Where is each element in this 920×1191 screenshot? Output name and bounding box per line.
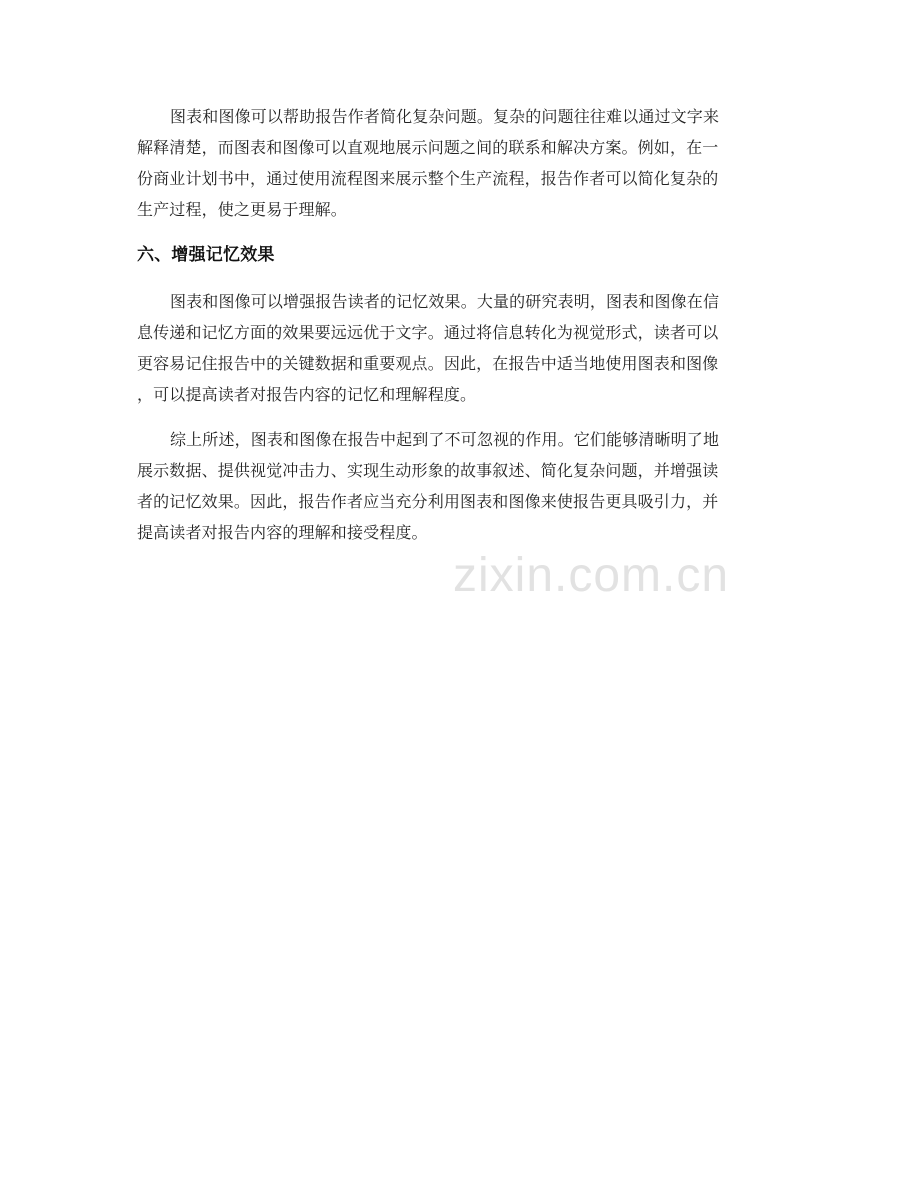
paragraph-enhance-memory <box>137 286 785 410</box>
paragraph-line: 息传递和记忆方面的效果要远远优于文字。通过将信息转化为视觉形式，读者可以 <box>137 323 719 342</box>
paragraph-conclusion <box>137 424 785 548</box>
paragraph-simplify-complex-problems <box>137 101 785 225</box>
paragraph-line: 图表和图像可以增强报告读者的记忆效果。大量的研究表明，图表和图像在信 <box>170 292 720 311</box>
paragraph-line: 展示数据、提供视觉冲击力、实现生动形象的故事叙述、简化复杂问题，并增强读 <box>137 461 719 480</box>
paragraph-line: ，可以提高读者对报告内容的记忆和理解程度。 <box>137 385 477 404</box>
paragraph-line: 者的记忆效果。因此，报告作者应当充分利用图表和图像来使报告更具吸引力，并 <box>137 492 719 511</box>
paragraph-line: 解释清楚，而图表和图像可以直观地展示问题之间的联系和解决方案。例如，在一 <box>137 138 719 157</box>
paragraph-line: 图表和图像可以帮助报告作者简化复杂问题。复杂的问题往往难以通过文字来 <box>170 107 720 126</box>
paragraph-line: 份商业计划书中，通过使用流程图来展示整个生产流程，报告作者可以简化复杂的 <box>137 169 719 188</box>
document-body <box>137 101 785 562</box>
paragraph-line: 提高读者对报告内容的理解和接受程度。 <box>137 523 428 542</box>
paragraph-line: 更容易记住报告中的关键数据和重要观点。因此，在报告中适当地使用图表和图像 <box>137 354 719 373</box>
paragraph-line: 生产过程，使之更易于理解。 <box>137 200 347 219</box>
paragraph-line: 综上所述，图表和图像在报告中起到了不可忽视的作用。它们能够清晰明了地 <box>170 430 720 449</box>
watermark: zixin.com.cn <box>453 549 730 602</box>
section-heading: 六、增强记忆效果 <box>137 245 275 265</box>
